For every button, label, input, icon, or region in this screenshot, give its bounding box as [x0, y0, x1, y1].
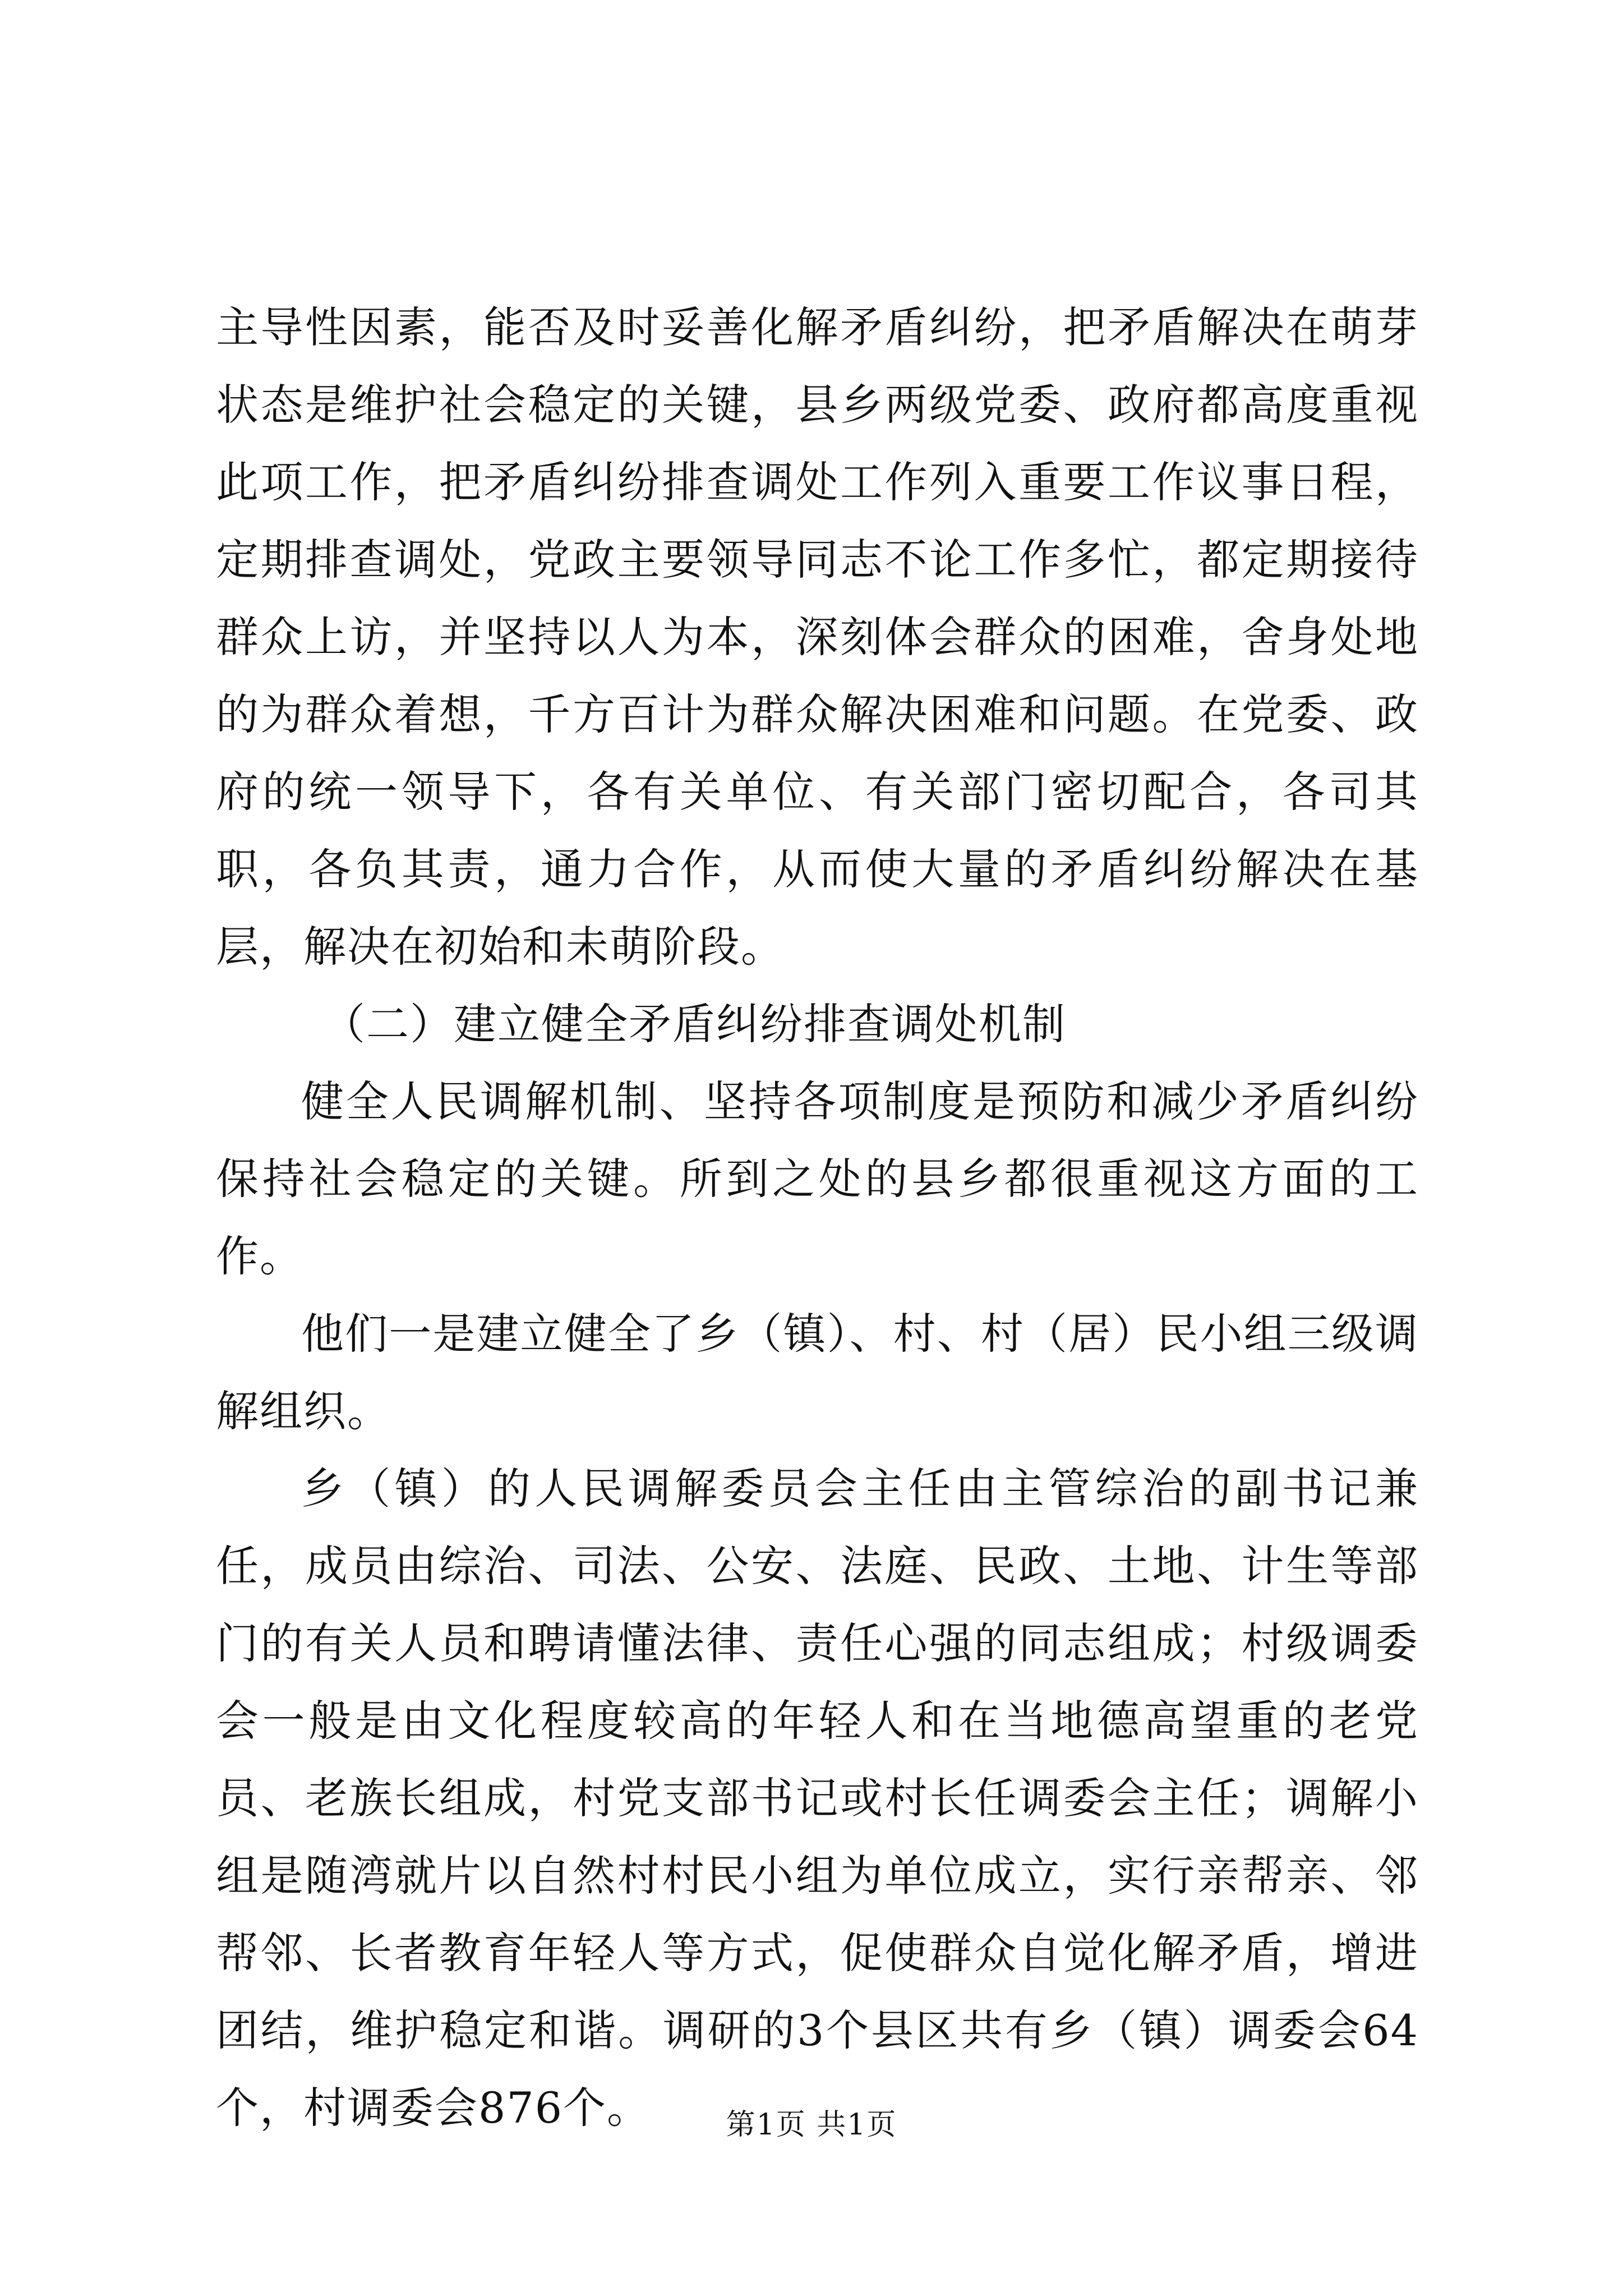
paragraph: 乡（镇）的人民调解委员会主任由主管综治的副书记兼任，成员由综治、司法、公安、法庭、民政、土地、计生等部门的有关人员和聘请懂法律、责任心强的同志组成；村级调委会一般是由文化程度较高的年轻人和在当地德高望重的老党员、老族长组成，村党支部书记或村长任调委会主任；调解小组是随湾就片以自然村村民小组为单位成立，实行亲帮亲、邻帮邻、长者教育年轻人等方式，促使群众自觉化解矛盾，增进团结，维护稳定和谐。调研的3个县区共有乡（镇）调委会64个，村调委会876个。	[216, 1464, 1419, 2133]
paragraph: 他们一是建立健全了乡（镇）、村、村（居）民小组三级调解组织。	[216, 1309, 1419, 1436]
paragraph: 健全人民调解机制、坚持各项制度是预防和减少矛盾纠纷保持社会稳定的关键。所到之处的县乡都很重视这方面的工作。	[216, 1076, 1419, 1281]
document-body	[216, 289, 1419, 2147]
paragraph-continuation: 主导性因素，能否及时妥善化解矛盾纠纷，把矛盾解决在萌芽状态是维护社会稳定的关键，县乡两级党委、政府都高度重视此项工作，把矛盾纠纷排查调处工作列入重要工作议事日程，定期排查调处，党政主要领导同志不论工作多忙，都定期接待群众上访，并坚持以人为本，深刻体会群众的困难，舍身处地的为群众着想，千方百计为群众解决困难和问题。在党委、政府的统一领导下，各有关单位、有关部门密切配合，各司其职，各负其责，通力合作，从而使大量的矛盾纠纷解决在基层，解决在初始和未萌阶段。	[216, 302, 1419, 972]
page-footer: 第1页 共1页	[726, 2108, 897, 2142]
section-heading: （二）建立健全矛盾纠纷排查调处机制	[322, 999, 1066, 1049]
